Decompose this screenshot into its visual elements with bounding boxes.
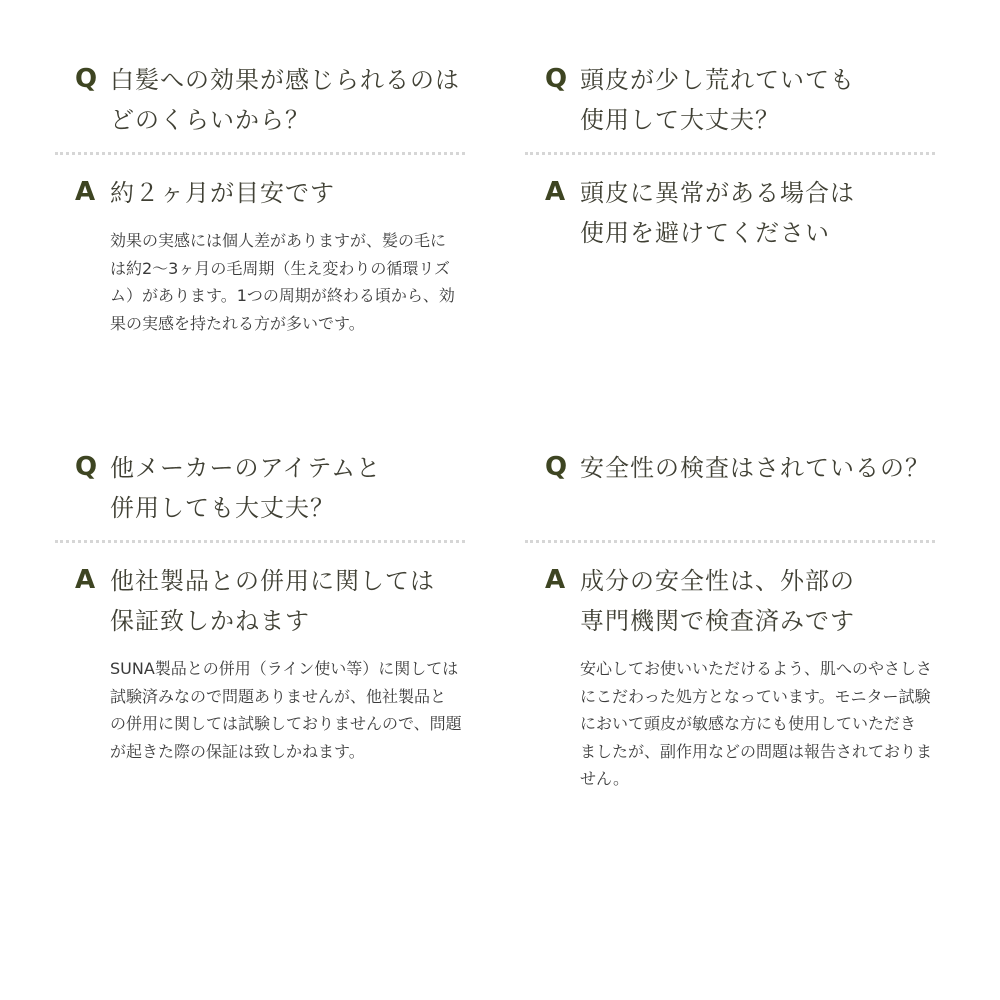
question-marker: Q bbox=[545, 64, 568, 94]
dotted-divider bbox=[55, 540, 465, 543]
answer-detail: SUNA製品との併用（ライン使い等）に関しては 試験済みなので問題ありませんが、他社製品と の併用に関しては試験しておりませんので、問題 が起きた際の保証は致しかねます。 bbox=[110, 659, 462, 761]
answer-marker: A bbox=[545, 565, 566, 595]
answer-block bbox=[525, 173, 935, 253]
question-block bbox=[55, 448, 465, 528]
dotted-divider bbox=[525, 152, 935, 155]
answer-text: 約２ヶ月が目安です bbox=[110, 179, 335, 207]
question-block bbox=[525, 448, 935, 528]
answer-block bbox=[55, 173, 465, 213]
dotted-divider bbox=[525, 540, 935, 543]
answer-detail: 安心してお使いいただけるよう、肌へのやさしさ にこだわった処方となっています。モニター試験 において頭皮が敏感な方にも使用していただき ましたが、副作用などの問題は報告されておりま せん。 bbox=[580, 659, 933, 788]
answer-marker: A bbox=[75, 177, 96, 207]
answer-text: 頭皮に異常がある場合は 使用を避けてください bbox=[580, 179, 855, 247]
question-text: 他メーカーのアイテムと 併用しても大丈夫？ bbox=[110, 454, 382, 522]
question-marker: Q bbox=[545, 452, 568, 482]
answer-marker: A bbox=[545, 177, 566, 207]
answer-text: 成分の安全性は、外部の 専門機関で検査済みです bbox=[580, 567, 855, 635]
faq-item bbox=[55, 448, 465, 765]
dotted-divider bbox=[55, 152, 465, 155]
faq-item bbox=[525, 60, 935, 253]
answer-text: 他社製品との併用に関しては 保証致しかねます bbox=[110, 567, 435, 635]
answer-block bbox=[525, 561, 935, 641]
answer-marker: A bbox=[75, 565, 96, 595]
answer-detail: 効果の実感には個人差がありますが、髪の毛に は約2〜3ヶ月の毛周期（生え変わりの循環リズ ム）があります。1つの周期が終わる頃から、効 果の実感を持たれる方が多いです。 bbox=[110, 231, 455, 333]
faq-item bbox=[525, 448, 935, 793]
question-block bbox=[55, 60, 465, 140]
question-marker: Q bbox=[75, 64, 98, 94]
question-text: 白髪への効果が感じられるのは どのくらいから？ bbox=[110, 66, 460, 134]
faq-item bbox=[55, 60, 465, 337]
question-marker: Q bbox=[75, 452, 98, 482]
question-text: 安全性の検査はされているの？ bbox=[580, 454, 930, 482]
question-block bbox=[525, 60, 935, 140]
question-text: 頭皮が少し荒れていても 使用して大丈夫？ bbox=[580, 66, 855, 134]
answer-block bbox=[55, 561, 465, 641]
